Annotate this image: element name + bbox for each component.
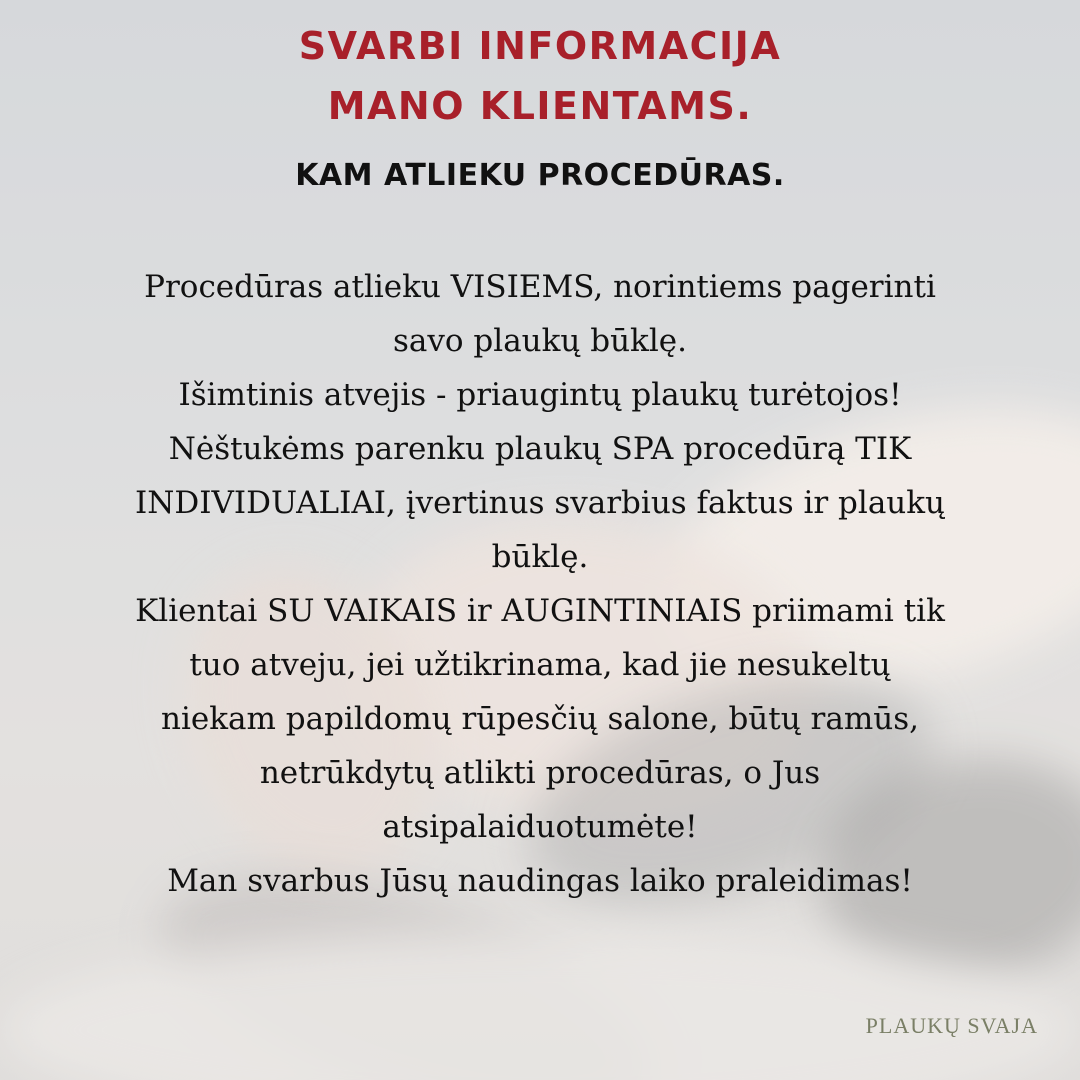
body-line: atsipalaiduotumėte! bbox=[382, 809, 698, 845]
body-line: savo plaukų būklę. bbox=[393, 323, 687, 359]
body-line: INDIVIDUALIAI, įvertinus svarbius faktus ir plaukų bbox=[134, 485, 946, 521]
body-line: Išimtinis atvejis - priaugintų plaukų turėtojos! bbox=[178, 377, 902, 413]
title-line-2: MANO KLIENTAMS. bbox=[327, 84, 753, 128]
body-text bbox=[60, 260, 1020, 908]
body-line: tuo atveju, jei užtikrinama, kad jie nesukeltų bbox=[189, 647, 891, 683]
brand-signature: PLAUKŲ SVAJA bbox=[865, 1013, 1038, 1038]
body-line: Man svarbus Jūsų naudingas laiko praleidimas! bbox=[167, 863, 913, 899]
subtitle: KAM ATLIEKU PROCEDŪRAS. bbox=[295, 158, 785, 193]
title-line-1: SVARBI INFORMACIJA bbox=[298, 24, 782, 68]
body-line: Nėštukėms parenku plaukų SPA procedūrą TIK bbox=[168, 431, 912, 467]
body-line: Procedūras atlieku VISIEMS, norintiems pagerinti bbox=[144, 269, 936, 305]
body-line: niekam papildomų rūpesčių salone, būtų ramūs, bbox=[161, 701, 919, 737]
body-line: būklę. bbox=[491, 539, 589, 575]
body-line: netrūkdytų atlikti procedūras, o Jus bbox=[259, 755, 821, 791]
body-line: Klientai SU VAIKAIS ir AUGINTINIAIS priimami tik bbox=[135, 593, 945, 629]
